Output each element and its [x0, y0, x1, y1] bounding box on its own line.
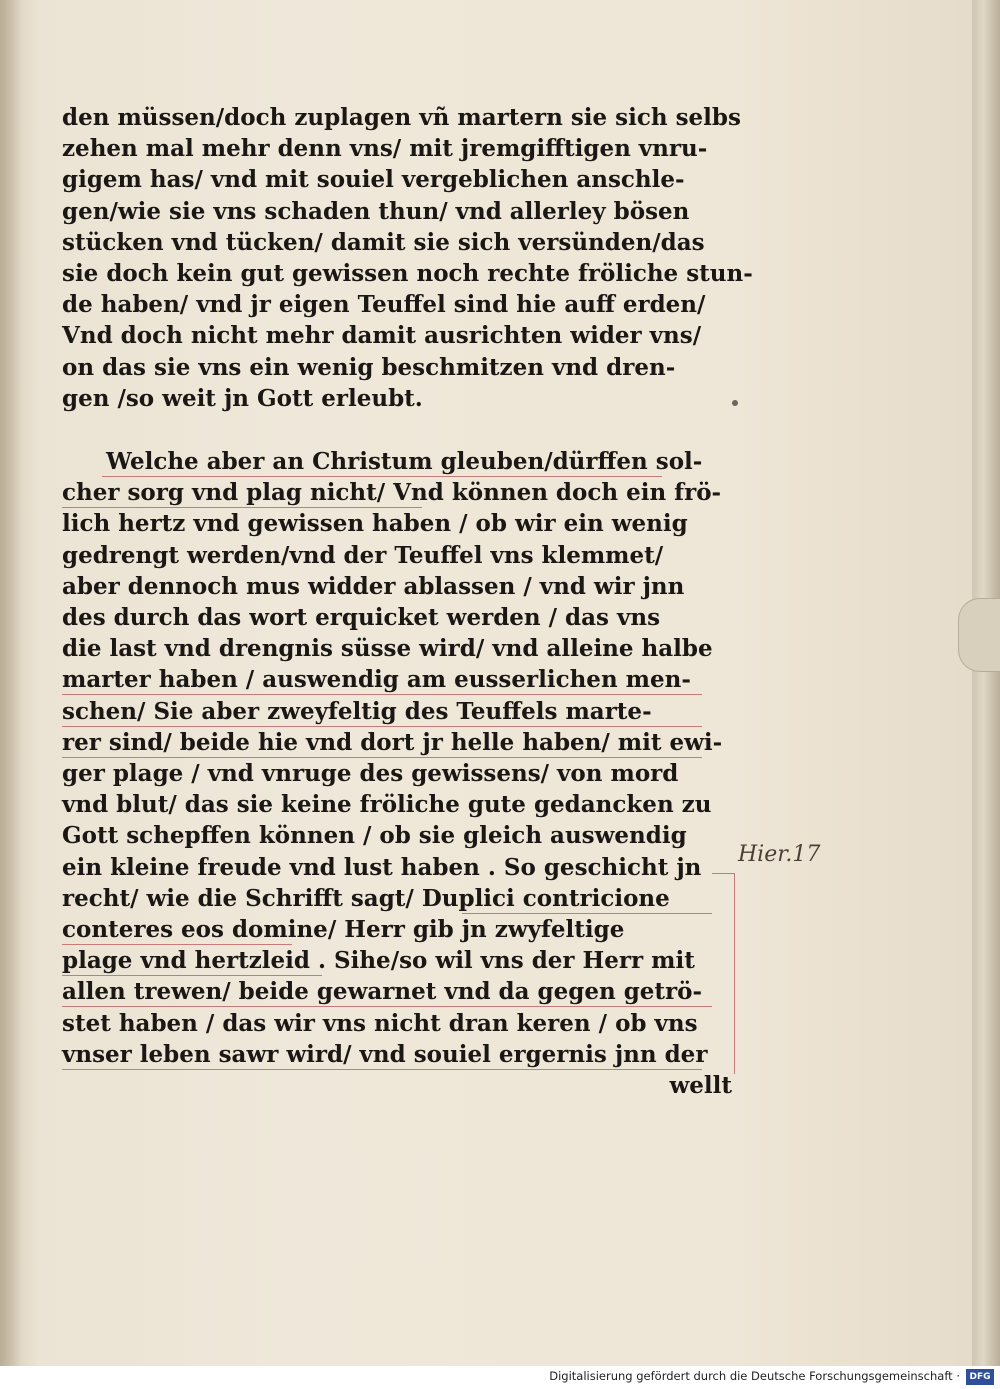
- text-line: conteres eos domine/ Herr gib jn zwyfeltige: [62, 916, 625, 943]
- text-line: stet haben / das wir vns nicht dran keren / ob vns: [62, 1009, 698, 1037]
- text-line: stücken vnd tücken/ damit sie sich versünden/das: [62, 228, 705, 256]
- text-line: vnd blut/ das sie keine fröliche gute gedancken zu: [62, 791, 712, 819]
- text-line: Gott schepffen können / ob sie gleich auswendig: [62, 822, 687, 850]
- text-line: rer sind/ beide hie vnd dort jr helle haben/ mit ewi-: [62, 728, 723, 756]
- dfg-logo: DFG: [966, 1369, 994, 1385]
- text-line: vnser leben sawr wird/ vnd souiel ergernis jnn der: [62, 1040, 708, 1068]
- text-line: ger plage / vnd vnruge des gewissens/ von mord: [62, 760, 679, 787]
- underline-mark: [62, 975, 322, 976]
- text-line: zehen mal mehr denn vns/ mit jremgifftigen vnru-: [62, 135, 708, 163]
- gutter-shadow: [0, 0, 22, 1366]
- text-line: plage vnd hertzleid . Sihe/so wil vns der Herr mit: [62, 947, 695, 975]
- underline-mark: [102, 476, 662, 477]
- footer-credit: Digitalisierung gefördert durch die Deutsche Forschungsgemeinschaft ·: [549, 1369, 960, 1383]
- text-line: die last vnd drengnis süsse wird/ vnd alleine halbe: [62, 635, 713, 663]
- text-line: gigem has/ vnd mit souiel vergeblichen anschle-: [62, 166, 685, 194]
- underline-mark: [462, 913, 712, 914]
- text-line: wellt: [669, 1072, 732, 1099]
- text-line: on das sie vns ein wenig beschmitzen vnd dren-: [62, 353, 676, 381]
- text-line: recht/ wie die Schrifft sagt/ Duplici contricione: [62, 884, 670, 912]
- text-line: lich hertz vnd gewissen haben / ob wir ein wenig: [62, 510, 688, 538]
- text-line: den müssen/doch zuplagen vñ martern sie sich selbs: [62, 104, 741, 131]
- underline-mark: [62, 1069, 702, 1070]
- text-line: de haben/ vnd jr eigen Teuffel sind hie auff erden/: [62, 291, 706, 319]
- underline-mark: [62, 757, 702, 758]
- text-line: gedrengt werden/vnd der Teuffel vns klemmet/: [62, 541, 664, 569]
- underline-mark: [62, 1006, 712, 1007]
- text-line: cher sorg vnd plag nicht/ Vnd können doch ein frö-: [62, 479, 722, 507]
- text-line: gen /so weit jn Gott erleubt.: [62, 384, 423, 412]
- bookmark-tab: [958, 598, 1000, 672]
- underline-mark: [62, 694, 702, 695]
- text-line: Welche aber an Christum gleuben/dürffen sol-: [106, 448, 703, 475]
- text-line: allen trewen/ beide gewarnet vnd da gegen getrö-: [62, 978, 703, 1006]
- ink-spot: [732, 400, 738, 406]
- text-line: gen/wie sie vns schaden thun/ vnd allerley bösen: [62, 197, 690, 225]
- text-line: aber dennoch mus widder ablassen / vnd wir jnn: [62, 572, 685, 600]
- underline-mark: [62, 507, 422, 508]
- page-edge: [972, 0, 1000, 1366]
- margin-bracket: [712, 873, 735, 1074]
- text-line: ein kleine freude vnd lust haben . So geschicht jn: [62, 853, 702, 881]
- underline-mark: [62, 726, 702, 727]
- marginal-note: Hier.17: [738, 842, 821, 867]
- text-line: Vnd doch nicht mehr damit ausrichten wider vns/: [62, 322, 702, 350]
- text-line: marter haben / auswendig am eusserlichen men-: [62, 666, 691, 694]
- text-line: schen/ Sie aber zweyfeltig des Teuffels marte-: [62, 697, 652, 725]
- text-line: sie doch kein gut gewissen noch rechte fröliche stun-: [62, 260, 753, 287]
- footer-bar: [0, 1366, 1000, 1389]
- underline-mark: [62, 944, 292, 945]
- text-line: des durch das wort erquicket werden / das vns: [62, 604, 661, 631]
